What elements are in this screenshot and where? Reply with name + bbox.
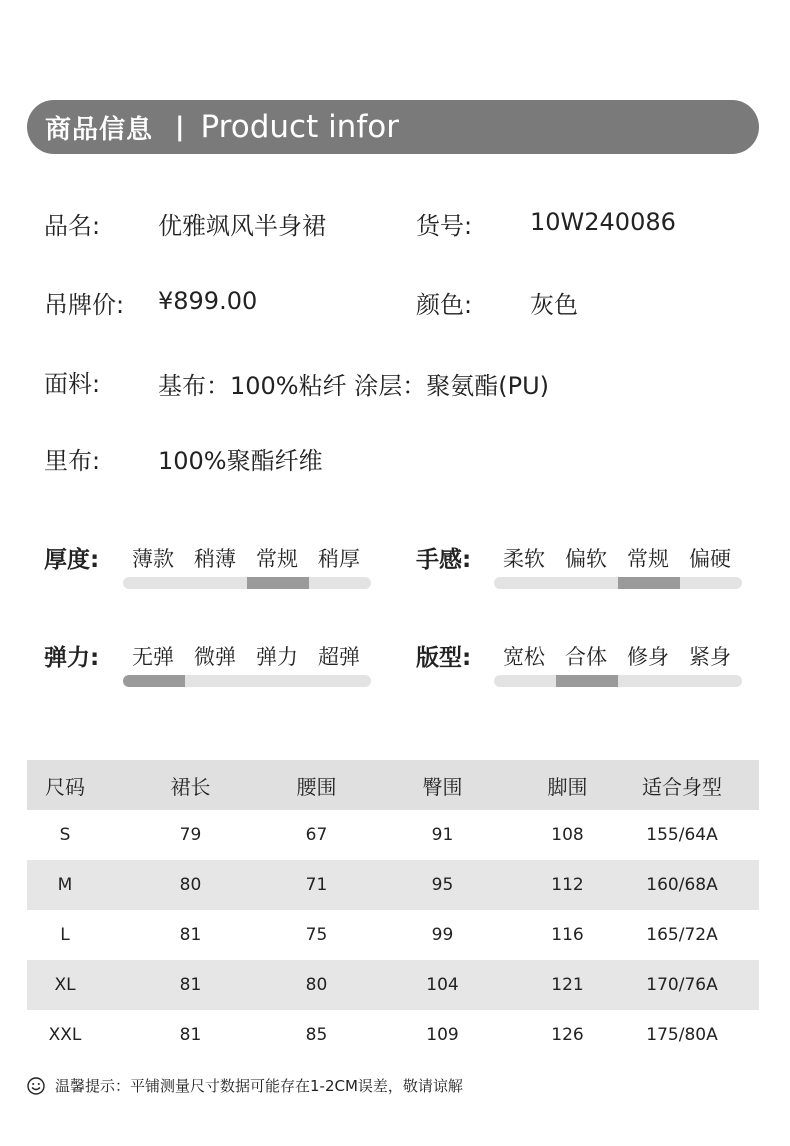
table-row (27, 810, 759, 860)
table-cell: 109 (426, 1025, 459, 1045)
lining-value: 100%聚酯纤维 (158, 447, 323, 475)
table-row (27, 960, 759, 1010)
table-header-cell: 尺码 (27, 760, 103, 810)
header-title-zh: 商品信息 (45, 114, 154, 145)
table-cell: S (59, 825, 71, 845)
table-cell: 91 (431, 825, 454, 845)
table-cell: 75 (305, 925, 328, 945)
table-cell: 155/64A (646, 825, 718, 845)
sku-label: 货号: (416, 212, 473, 240)
table-cell: 79 (179, 825, 202, 845)
scale-option: 偏硬 (689, 547, 731, 571)
table-cell: 95 (355, 860, 530, 910)
table-cell: 108 (551, 825, 584, 845)
table-header-row (27, 760, 759, 810)
scale-option: 无弹 (132, 645, 174, 669)
scale-indicator (247, 577, 309, 589)
tip-text: 温馨提示：平铺测量尺寸数据可能存在1-2CM误差，敬请谅解 (55, 1077, 463, 1095)
scale-indicator (556, 675, 618, 687)
table-header-cell: 腰围 (278, 760, 355, 810)
scale-option: 稍薄 (194, 547, 236, 571)
table-row (27, 910, 759, 960)
fabric-label: 面料: (44, 370, 101, 398)
fabric-value: 基布：100%粘纤 涂层：聚氨酯(PU) (158, 372, 550, 400)
table-cell: 80 (278, 960, 355, 1010)
table-cell: XXL (48, 1025, 82, 1045)
table-cell: 81 (179, 925, 202, 945)
table-cell: 67 (305, 825, 328, 845)
name-label: 品名: (44, 212, 101, 240)
table-header-cell: 臀围 (355, 760, 530, 810)
scale-option: 常规 (256, 547, 298, 571)
table-row (27, 860, 759, 910)
table-cell: 170/76A (605, 960, 759, 1010)
measurement-tip (27, 1075, 463, 1096)
scale-option: 合体 (565, 645, 607, 669)
table-header-cell: 脚围 (530, 760, 605, 810)
table-cell: 116 (551, 925, 584, 945)
scale-option: 柔软 (503, 547, 545, 571)
scale-track (494, 577, 742, 589)
table-cell: 160/68A (605, 860, 759, 910)
table-cell: 175/80A (646, 1025, 718, 1045)
table-cell: 81 (179, 1025, 202, 1045)
scale-option: 薄款 (132, 547, 174, 571)
scale-option: 常规 (627, 547, 669, 571)
scale-label: 弹力: (44, 645, 100, 671)
scale-label: 厚度: (44, 547, 100, 573)
section-header (27, 100, 759, 154)
table-cell: L (60, 925, 70, 945)
color-value: 灰色 (530, 291, 578, 319)
price-value: ¥899.00 (158, 287, 258, 315)
table-cell: XL (27, 960, 103, 1010)
table-cell: 85 (305, 1025, 328, 1045)
scale-label: 版型: (416, 645, 472, 671)
price-label: 吊牌价: (44, 291, 125, 319)
scale-option: 宽松 (503, 645, 545, 669)
table-cell: 71 (278, 860, 355, 910)
table-header-cell: 适合身型 (605, 760, 759, 810)
table-cell: 126 (551, 1025, 584, 1045)
name-value: 优雅飒风半身裙 (158, 212, 326, 240)
scale-option: 稍厚 (318, 547, 360, 571)
scale-track (123, 577, 371, 589)
scale-option: 修身 (627, 645, 669, 669)
table-cell: 80 (103, 860, 278, 910)
table-cell: 112 (530, 860, 605, 910)
scale-option: 弹力 (256, 645, 298, 669)
scale-indicator (618, 577, 680, 589)
scale-option: 微弹 (194, 645, 236, 669)
table-cell: 104 (355, 960, 530, 1010)
sku-value: 10W240086 (530, 208, 676, 236)
lining-label: 里布: (44, 447, 101, 475)
scale-option: 超弹 (318, 645, 360, 669)
size-table (27, 760, 759, 1060)
scale-indicator (123, 675, 185, 687)
scale-track (123, 675, 371, 687)
smile-icon (27, 1077, 45, 1095)
scale-option: 紧身 (689, 645, 731, 669)
scale-label: 手感: (416, 547, 472, 573)
table-cell: 121 (530, 960, 605, 1010)
header-separator: | (175, 112, 185, 142)
scale-option: 偏软 (565, 547, 607, 571)
table-cell: M (27, 860, 103, 910)
table-row (27, 1010, 759, 1060)
header-title-en: Product infor (200, 109, 399, 145)
table-header-cell: 裙长 (103, 760, 278, 810)
scale-track (494, 675, 742, 687)
table-cell: 165/72A (646, 925, 718, 945)
table-cell: 81 (103, 960, 278, 1010)
table-cell: 99 (431, 925, 454, 945)
color-label: 颜色: (416, 291, 473, 319)
